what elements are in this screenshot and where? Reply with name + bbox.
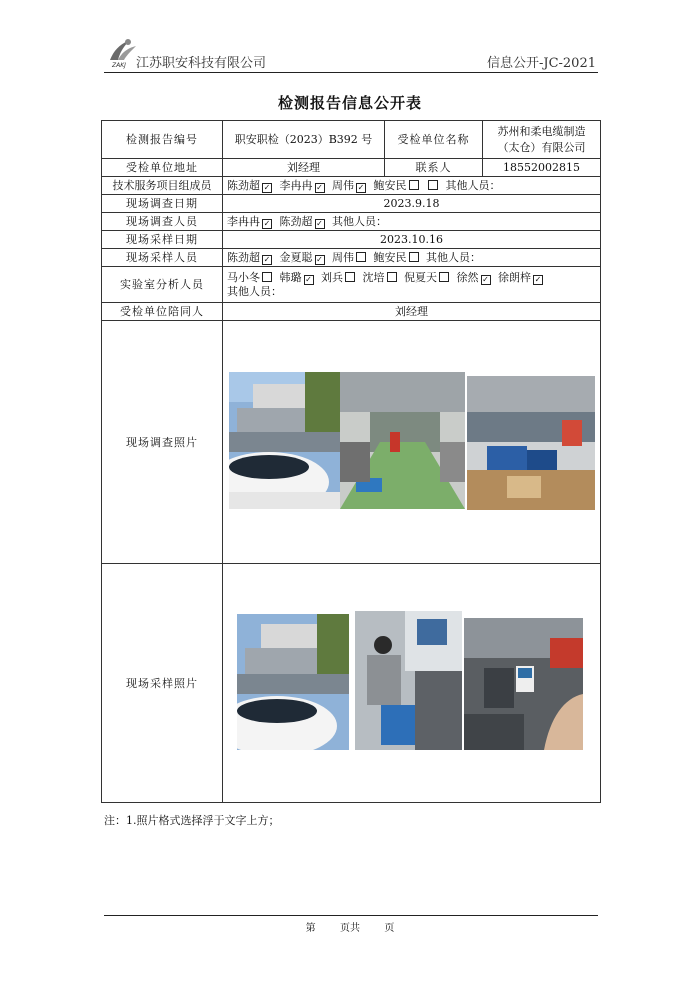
table-row <box>102 159 601 177</box>
page-footer <box>0 919 700 934</box>
sample-staff-label: 现场采样人员 <box>102 249 223 267</box>
person-name: 鲍安民 <box>373 178 407 192</box>
person-name: 徐然 <box>456 271 479 284</box>
checkbox-icon <box>439 272 449 282</box>
table-row <box>102 303 601 321</box>
table-row <box>102 564 601 803</box>
building-sign-photo-2 <box>237 614 349 750</box>
survey-date-value: 2023.9.18 <box>223 195 601 213</box>
company-name: 江苏职安科技有限公司 <box>136 56 267 71</box>
contact-label: 联系人 <box>385 159 483 177</box>
table-row <box>102 177 601 195</box>
checkbox-icon: ✓ <box>263 254 271 264</box>
address-value: 刘经理 <box>223 159 385 177</box>
survey-photos <box>223 321 600 563</box>
sample-date-label: 现场采样日期 <box>102 231 223 249</box>
building-sign-photo <box>229 372 340 509</box>
survey-date-label: 现场调查日期 <box>102 195 223 213</box>
table-row <box>102 121 601 159</box>
person-name: 陈劲超 <box>227 250 260 264</box>
report-no-value: 职安职检（2023）B392 号 <box>223 121 385 159</box>
address-label: 受检单位地址 <box>102 159 223 177</box>
info-table <box>101 120 601 803</box>
person-name: 李冉冉 <box>227 214 260 228</box>
checkbox-icon: ✓ <box>305 275 312 284</box>
checkbox-icon <box>409 180 419 190</box>
person-name: 陈劲超 <box>227 178 260 192</box>
escort-value: 刘经理 <box>223 303 601 321</box>
team-label: 技术服务项目组成员 <box>102 177 223 195</box>
person-name: 金夏聪 <box>279 250 313 264</box>
checkbox-icon: ✓ <box>316 218 323 228</box>
document-number: 信息公开-JC-2021 <box>486 56 596 71</box>
unit-name-value: 苏州和柔电缆制造（太仓）有限公司 <box>483 121 601 159</box>
person-name: 沈培 <box>362 271 385 284</box>
person-name: 徐朗梓 <box>498 271 531 284</box>
warehouse-photo <box>467 376 595 510</box>
sampling-device-photo <box>464 618 583 750</box>
note: 注：1.照片格式选择浮于文字上方； <box>104 814 280 827</box>
others-label: 其他人员： <box>332 214 387 228</box>
checkbox-icon: ✓ <box>482 275 489 284</box>
footer-page: 第 <box>305 923 316 934</box>
survey-staff-label: 现场调查人员 <box>102 213 223 231</box>
survey-photo-label: 现场调查照片 <box>102 321 223 564</box>
escort-label: 受检单位陪同人 <box>102 303 223 321</box>
operator-photo <box>355 611 462 750</box>
lab-label: 实验室分析人员 <box>102 267 223 303</box>
footer-of: 页共 <box>340 923 360 934</box>
table-row <box>102 321 601 564</box>
checkbox-icon: ✓ <box>263 182 271 192</box>
survey-staff <box>223 213 601 231</box>
team-members <box>223 177 601 195</box>
lab-staff <box>223 267 601 303</box>
person-name: 马小冬 <box>227 271 260 284</box>
checkbox-icon <box>262 272 272 282</box>
checkbox-icon <box>345 272 355 282</box>
checkbox-icon: ✓ <box>357 182 365 192</box>
table-row <box>102 213 601 231</box>
page-title: 检测报告信息公开表 <box>277 94 422 112</box>
others-label: 其他人员： <box>445 178 501 192</box>
table-row <box>102 195 601 213</box>
table-row <box>102 249 601 267</box>
person-name: 倪夏天 <box>404 271 437 284</box>
footer-divider <box>104 915 598 916</box>
table-row <box>102 267 601 303</box>
checkbox-icon: ✓ <box>263 218 271 228</box>
person-name: 李冉冉 <box>279 178 313 192</box>
workshop-photo <box>340 372 465 509</box>
unit-name-label: 受检单位名称 <box>385 121 483 159</box>
logo-text: ZAKJ <box>112 62 126 69</box>
person-name: 周伟 <box>332 178 354 192</box>
checkbox-icon: ✓ <box>316 254 323 264</box>
checkbox-icon <box>387 272 397 282</box>
checkbox-icon <box>428 180 438 190</box>
sample-date-value: 2023.10.16 <box>223 231 601 249</box>
checkbox-icon: ✓ <box>534 275 542 284</box>
report-no-label: 检测报告编号 <box>102 121 223 159</box>
sample-photo-label: 现场采样照片 <box>102 564 223 803</box>
contact-value: 18552002815 <box>483 159 601 177</box>
others-label: 其他人员： <box>227 285 282 298</box>
person-name: 鲍安民 <box>373 250 407 264</box>
person-name: 刘兵 <box>321 271 343 284</box>
person-name: 韩璐 <box>279 271 302 284</box>
footer-end: 页 <box>384 923 395 934</box>
person-name: 陈劲超 <box>279 214 313 228</box>
person-name: 周伟 <box>332 250 354 264</box>
checkbox-icon <box>409 252 419 262</box>
checkbox-icon: ✓ <box>316 182 323 192</box>
sample-photos <box>223 564 600 802</box>
sample-staff <box>223 249 601 267</box>
table-row <box>102 231 601 249</box>
checkbox-icon <box>356 252 366 262</box>
page-header <box>104 34 598 73</box>
others-label: 其他人员： <box>426 250 481 264</box>
